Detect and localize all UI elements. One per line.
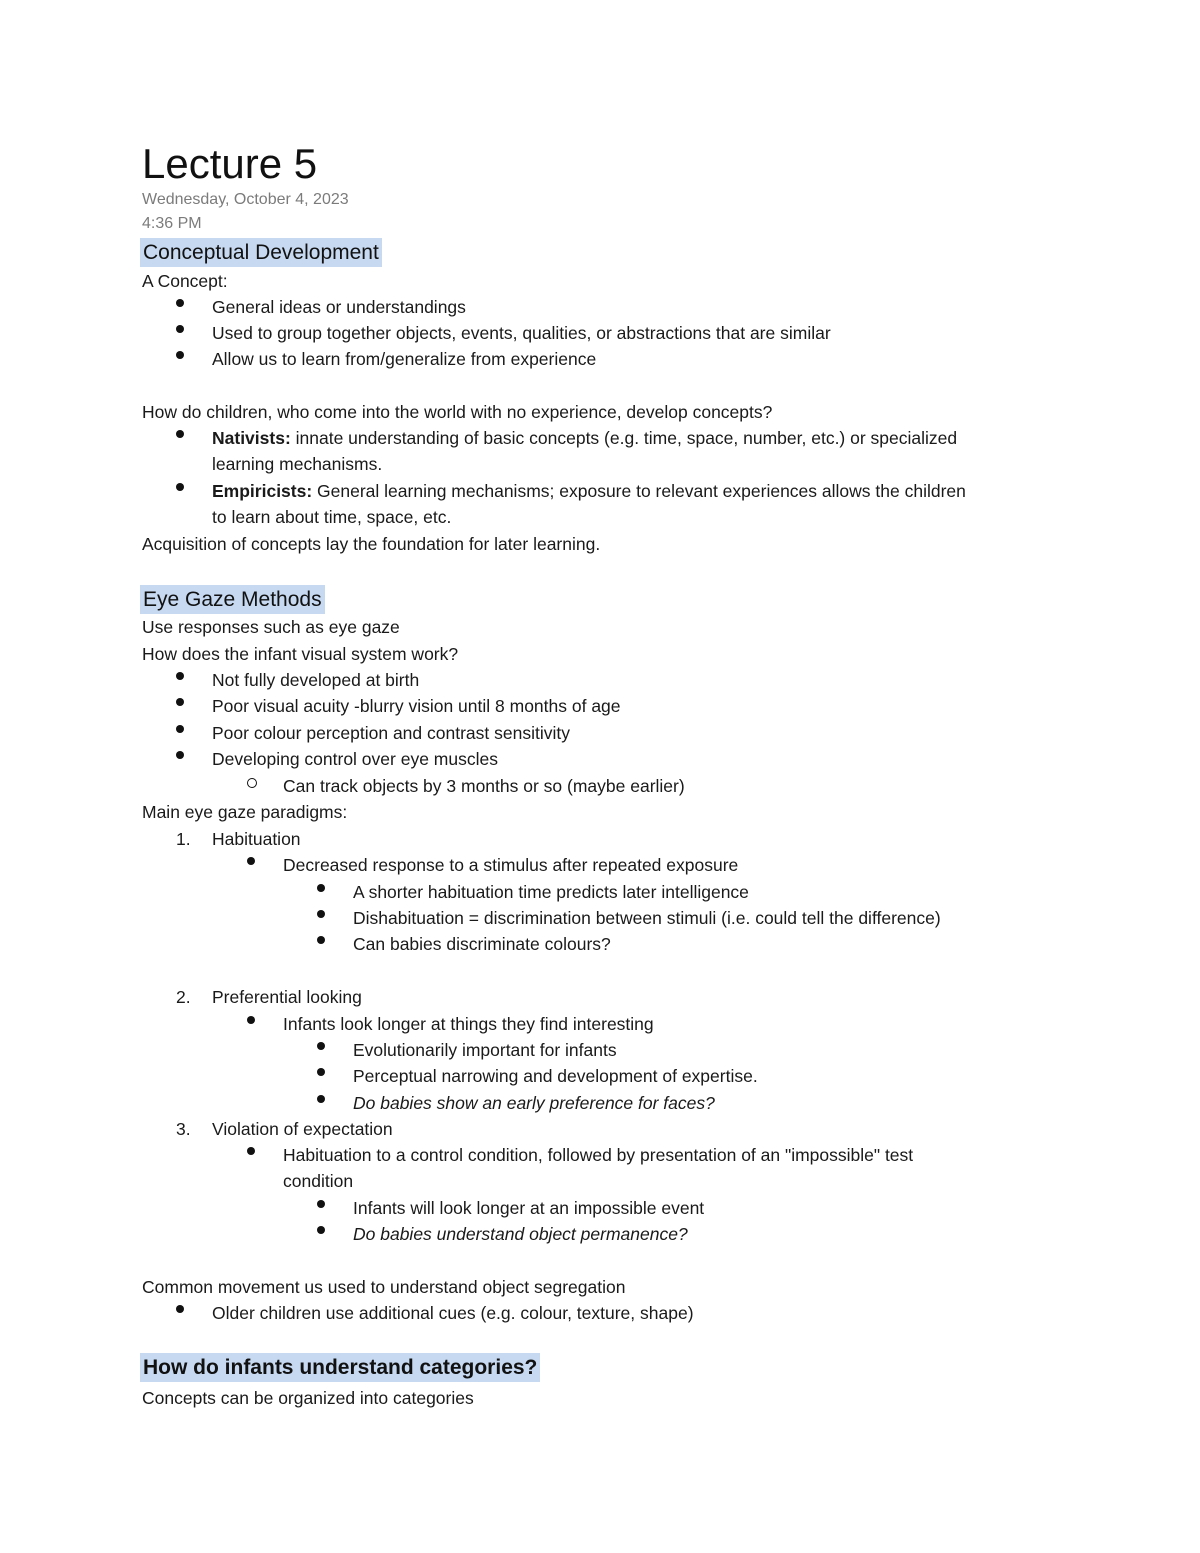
movement-line: Common movement us used to understand object segregation: [142, 1277, 626, 1297]
list-item: Poor visual acuity -blurry vision until 8 months of age: [212, 696, 621, 716]
bullet-icon: [176, 698, 184, 706]
list-item: General ideas or understandings: [212, 297, 466, 317]
concept-conclusion: Acquisition of concepts lay the foundation for later learning.: [142, 534, 601, 554]
list-item: Poor colour perception and contrast sensitivity: [212, 723, 570, 743]
list-item: Not fully developed at birth: [212, 670, 420, 690]
paradigm-desc: Infants look longer at things they find interesting: [283, 1014, 654, 1034]
bullet-icon: [176, 672, 184, 680]
paradigm-desc: Habituation to a control condition, followed by presentation of an "impossible" test: [283, 1145, 914, 1165]
paradigm-desc: Decreased response to a stimulus after repeated exposure: [283, 855, 739, 875]
bullet-icon: [317, 1068, 325, 1076]
paradigm-name: Habituation: [212, 829, 301, 849]
list-item-nativists: [212, 425, 957, 451]
paradigm-point: [353, 1090, 715, 1116]
heading-infant-categories: How do infants understand categories?: [140, 1353, 540, 1382]
list-item: Older children use additional cues (e.g. colour, texture, shape): [212, 1303, 694, 1323]
sub-list-item: Can track objects by 3 months or so (maybe earlier): [283, 776, 685, 796]
hollow-bullet-icon: [247, 778, 257, 788]
paradigm-question: Do babies understand object permanence?: [353, 1224, 688, 1244]
list-number: 3.: [176, 1119, 191, 1139]
bullet-icon: [247, 1147, 255, 1155]
paradigm-name: Preferential looking: [212, 987, 362, 1007]
paradigm-point: A shorter habituation time predicts later intelligence: [353, 882, 749, 902]
bullet-icon: [317, 1226, 325, 1234]
paradigm-point: Infants will look longer at an impossible event: [353, 1198, 705, 1218]
list-item: Used to group together objects, events, qualities, or abstractions that are similar: [212, 323, 831, 343]
paradigm-point: Perceptual narrowing and development of expertise.: [353, 1066, 758, 1086]
paradigm-name: Violation of expectation: [212, 1119, 393, 1139]
bullet-icon: [317, 884, 325, 892]
list-item: Allow us to learn from/generalize from experience: [212, 349, 597, 369]
concept-question: How do children, who come into the world with no experience, develop concepts?: [142, 402, 773, 422]
bullet-icon: [317, 1095, 325, 1103]
bullet-icon: [176, 725, 184, 733]
page-time: 4:36 PM: [142, 215, 202, 232]
bullet-icon: [176, 430, 184, 438]
bullet-icon: [317, 910, 325, 918]
empiricists-text: General learning mechanisms; exposure to relevant experiences allows the children: [312, 481, 966, 501]
paradigm-point: Dishabituation = discrimination between stimuli (i.e. could tell the difference): [353, 908, 941, 928]
paradigm-point: Can babies discriminate colours?: [353, 934, 611, 954]
list-item-continuation: learning mechanisms.: [212, 454, 383, 474]
paradigms-intro: Main eye gaze paradigms:: [142, 802, 348, 822]
bullet-icon: [176, 351, 184, 359]
paradigm-question: Do babies show an early preference for faces?: [353, 1093, 715, 1113]
eye-gaze-line-1: Use responses such as eye gaze: [142, 617, 400, 637]
bullet-icon: [317, 1200, 325, 1208]
bullet-icon: [247, 1016, 255, 1024]
nativists-text: innate understanding of basic concepts (e.g. time, space, number, etc.) or specialized: [290, 428, 958, 448]
categories-line: Concepts can be organized into categories: [142, 1388, 474, 1408]
bullet-icon: [176, 1305, 184, 1313]
heading-eye-gaze-methods: Eye Gaze Methods: [140, 585, 325, 614]
bullet-icon: [317, 936, 325, 944]
bullet-icon: [176, 299, 184, 307]
list-item-empiricists: [212, 478, 966, 504]
bullet-icon: [176, 325, 184, 333]
page-date: Wednesday, October 4, 2023: [142, 191, 349, 208]
term-nativists: Nativists:: [212, 428, 291, 448]
list-item-continuation: to learn about time, space, etc.: [212, 507, 452, 527]
paradigm-point: [353, 1221, 688, 1247]
bullet-icon: [176, 483, 184, 491]
heading-conceptual-development: Conceptual Development: [140, 238, 382, 267]
list-number: 2.: [176, 987, 191, 1007]
list-item: Developing control over eye muscles: [212, 749, 498, 769]
list-number: 1.: [176, 829, 191, 849]
paradigm-point: Evolutionarily important for infants: [353, 1040, 617, 1060]
term-empiricists: Empiricists:: [212, 481, 313, 501]
eye-gaze-line-2: How does the infant visual system work?: [142, 644, 459, 664]
concept-intro: A Concept:: [142, 271, 228, 291]
bullet-icon: [176, 751, 184, 759]
page-title: Lecture 5: [142, 140, 318, 187]
bullet-icon: [247, 857, 255, 865]
bullet-icon: [317, 1042, 325, 1050]
paradigm-desc-continuation: condition: [283, 1171, 354, 1191]
